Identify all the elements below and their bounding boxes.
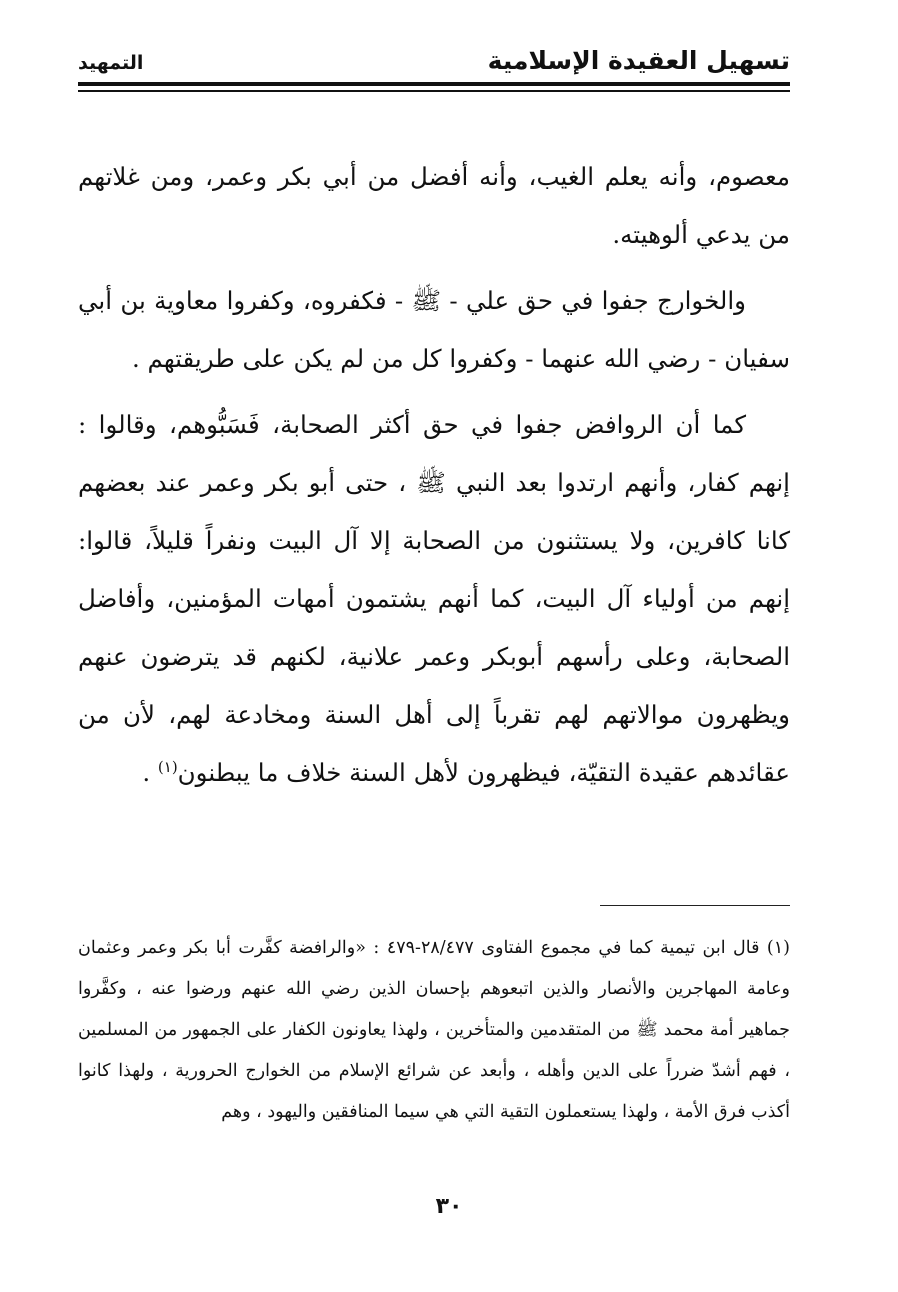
- section-title: التمهيد: [78, 52, 144, 74]
- paragraph: معصوم، وأنه يعلم الغيب، وأنه أفضل من أبي بكر وعمر، ومن غلاتهم من يدعي ألوهيته.: [78, 162, 790, 249]
- page-number: ٣٠: [435, 1194, 463, 1219]
- footnote: [78, 928, 790, 1133]
- paragraph-end: .: [142, 758, 158, 787]
- book-title: تسهيل العقيدة الإسلامية: [487, 46, 790, 75]
- paragraph: والخوارج جفوا في حق علي - ﷺ - فكفروه، وكفروا معاوية بن أبي سفيان - رضي الله عنهما - وكفروا كل من لم يكن على طريقتهم .: [78, 286, 790, 373]
- paragraph-text: كما أن الروافض جفوا في حق أكثر الصحابة، فَسَبُّوهم، وقالوا : إنهم كفار، وأنهم ارتدوا بعد النبي ﷺ ، حتى أبو بكر وعمر عند بعضهم كانا كافرين، ولا يستثنون من الصحابة إلا آل البيت ونفراً قليلاً، قالوا: إنهم من أولياء آل البيت، كما أنهم يشتمون أمهات المؤمنين، وأفاضل الصحابة، وعلى رأسهم أبوبكر وعمر علانية، لكنهم قد يترضون عنهم ويظهرون موالاتهم لهم تقرباً إلى أهل السنة ومخادعة لهم، لأن من عقائدهم عقيدة التقيّة، فيظهرون لأهل السنة خلاف ما يبطنون: [78, 410, 790, 787]
- page-header: [78, 40, 790, 80]
- footnote-reference[interactable]: (١): [157, 757, 178, 776]
- footnote-text: (١) قال ابن تيمية كما في مجموع الفتاوى ٢٨/٤٧٧-٤٧٩ : «والرافضة كفَّرت أبا بكر وعمر وعثمان وعامة المهاجرين والأنصار والذين اتبعوهم بإحسان الذين رضي الله عنهم ورضوا عنه ، وكفَّروا جماهير أمة محمد ﷺ من المتقدمين والمتأخرين ، ولهذا يعاونون الكفار على الجمهور من المسلمين ، فهم أشدّ ضرراً على الدين وأهله ، وأبعد عن شرائع الإسلام من الخوارج الحرورية ، ولهذا كانوا أكذب فرق الأمة ، ولهذا يستعملون التقية التي هي سيما المنافقين واليهود ، وهم: [78, 938, 790, 1122]
- paragraph: [78, 396, 790, 802]
- footnote-divider: [600, 905, 790, 906]
- header-rule-thick: [78, 82, 790, 86]
- body-text: [78, 148, 790, 810]
- header-rule-thin: [78, 90, 790, 92]
